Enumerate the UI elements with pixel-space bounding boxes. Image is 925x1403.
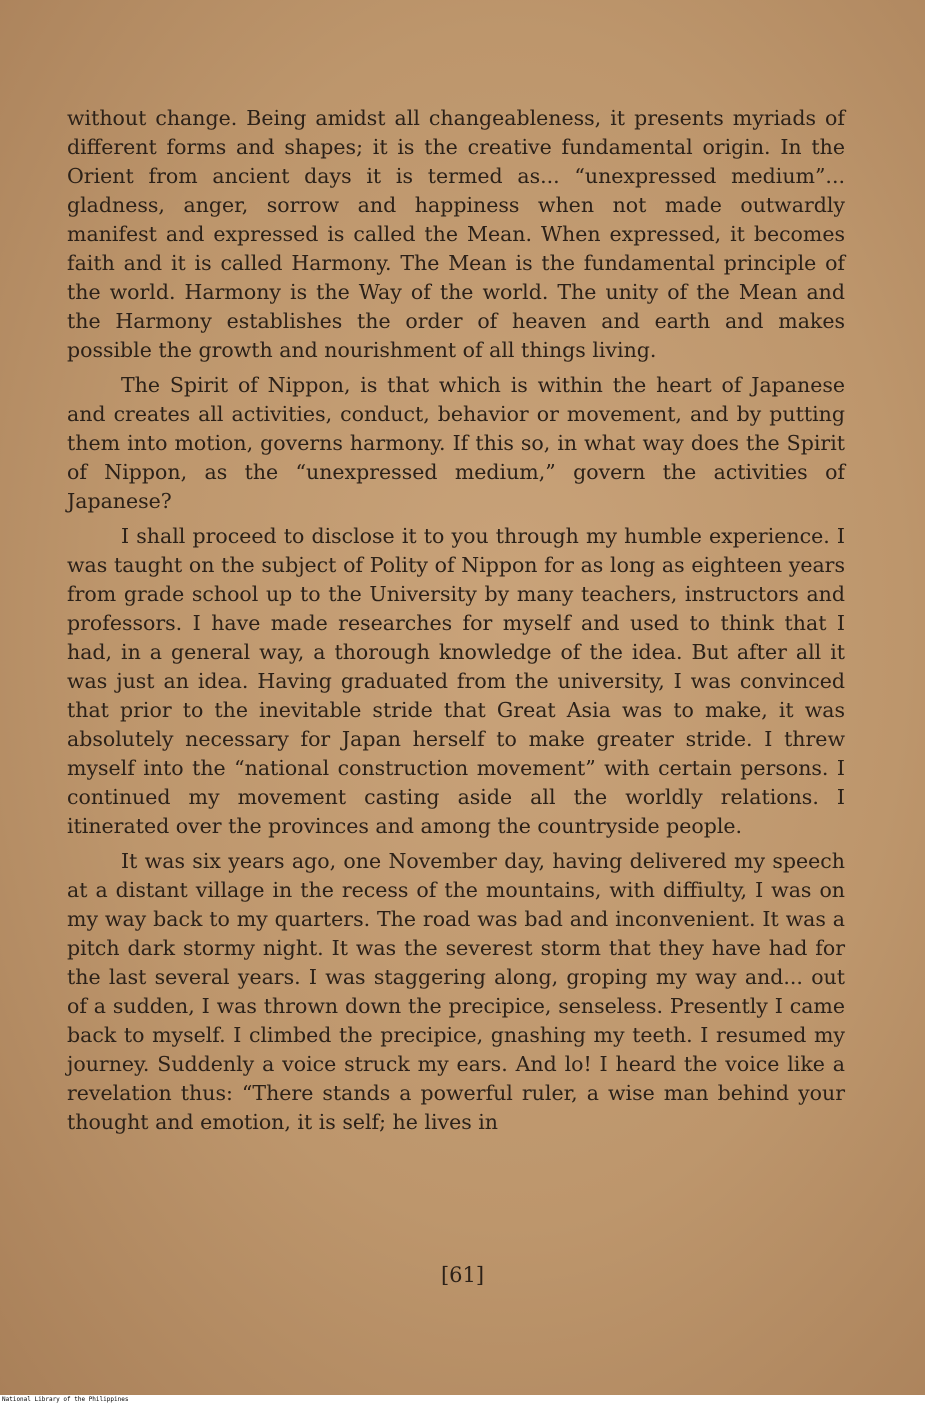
body-text — [67, 104, 845, 1143]
footer-strip — [0, 1395, 925, 1403]
paragraph-2: The Spirit of Nippon, is that which is within the heart of Japanese and creates all activities, conduct, behavior or movement, and by putting them into motion, governs harmony. If this so, in what way does the Spirit of Nippon, as the “unexpressed medium,” govern the activities of Japanese? — [67, 373, 845, 513]
page-number: [61] — [440, 1263, 485, 1287]
paragraph-4: It was six years ago, one November day, having delivered my speech at a distant village in the recess of the mountains, with diffiulty, I was on my way back to my quarters. The road was bad and inconvenient. It was a pitch dark stormy night. It was the severest storm that they have had for the last several years. I was staggering along, groping my way and... out of a sudden, I was thrown down the precipice, senseless. Presently I came back to myself. I climbed the precipice, gnashing my teeth. I resumed my journey. Suddenly a voice struck my ears. And lo! I heard the voice like a revelation thus: “There stands a powerful ruler, a wise man behind your thought and emotion, it is self; he lives in — [67, 849, 845, 1134]
library-credit: National Library of the Philippines — [2, 1396, 129, 1403]
paragraph-3: I shall proceed to disclose it to you through my humble experience. I was taught on the subject of Polity of Nippon for as long as eighteen years from grade school up to the University by many teachers, instructors and professors. I have made researches for myself and used to think that I had, in a general way, a thorough knowledge of the idea. But after all it was just an idea. Having graduated from the university, I was convinced that prior to the inevitable stride that Great Asia was to make, it was absolutely necessary for Japan herself to make greater stride. I threw myself into the “national construction movement” with certain persons. I continued my movement casting aside all the worldly relations. I itinerated over the provinces and among the countryside people. — [67, 524, 845, 838]
paragraph-1: without change. Being amidst all changeableness, it presents myriads of different forms and shapes; it is the creative fundamental origin. In the Orient from ancient days it is termed as... “unexpressed medium”... gladness, anger, sorrow and happiness when not made outwardly manifest and expressed is called the Mean. When expressed, it becomes faith and it is called Harmony. The Mean is the fundamental principle of the world. Harmony is the Way of the world. The unity of the Mean and the Harmony establishes the order of heaven and earth and makes possible the growth and nourishment of all things living. — [67, 106, 845, 362]
